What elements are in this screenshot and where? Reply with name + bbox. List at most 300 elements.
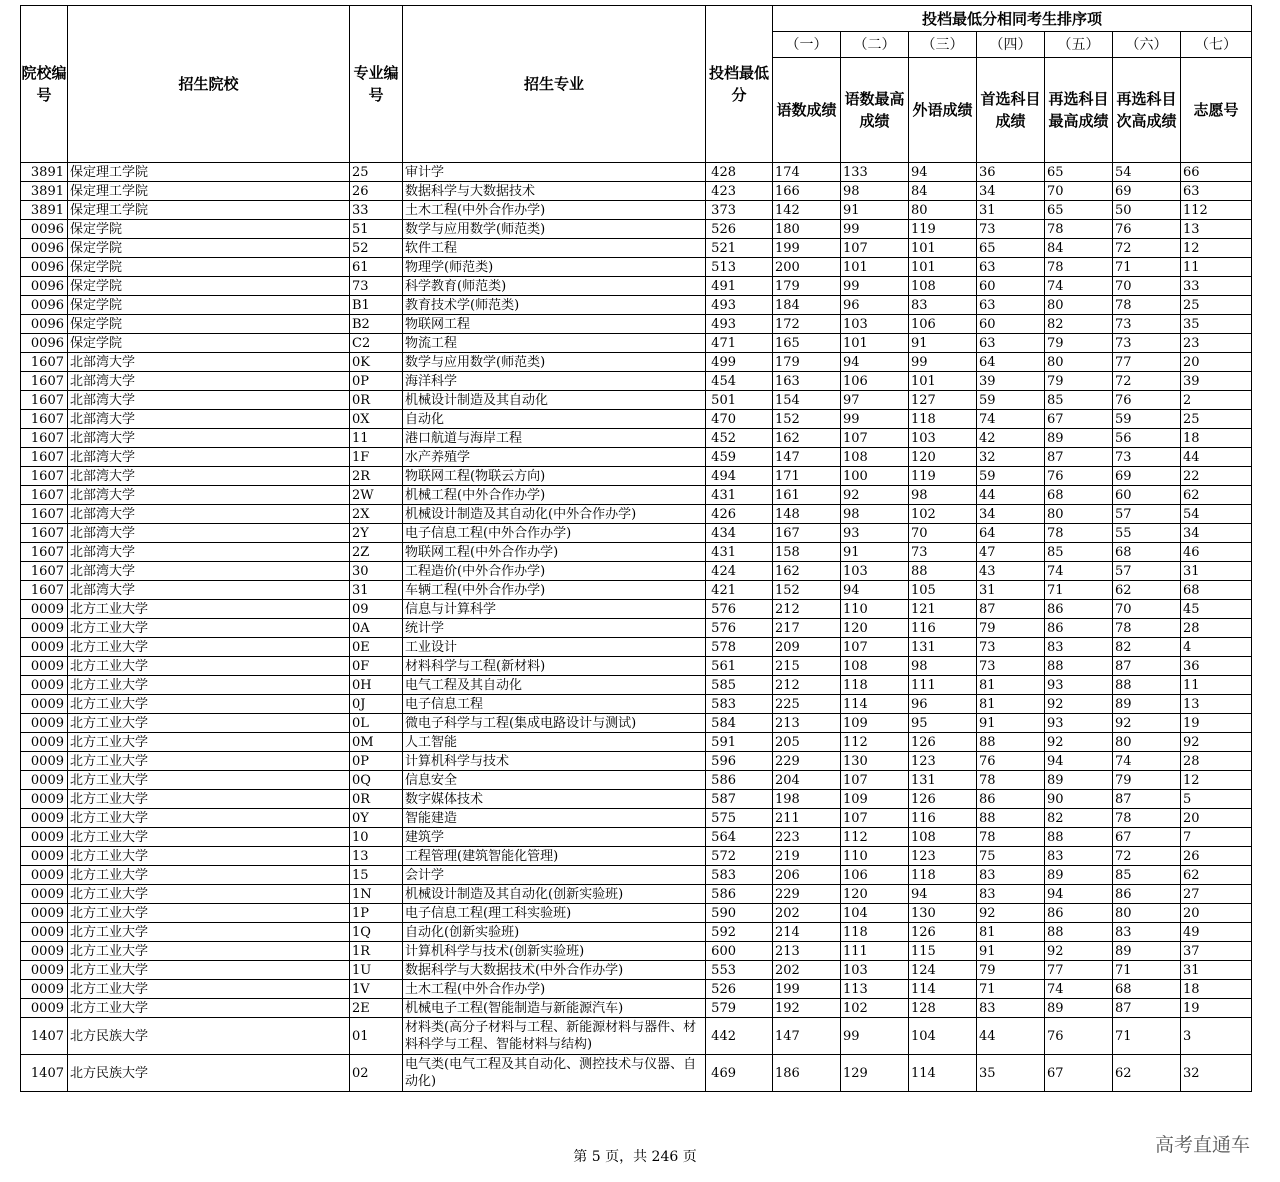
cell-elective-second: 71	[1113, 1018, 1181, 1055]
cell-school-code: 0009	[21, 885, 68, 904]
cell-school-code: 0009	[21, 657, 68, 676]
cell-elective-max: 84	[1045, 239, 1113, 258]
cell-elective-max: 71	[1045, 581, 1113, 600]
cell-preference-no: 20	[1181, 904, 1252, 923]
cell-preference-no: 20	[1181, 809, 1252, 828]
cell-major-name: 车辆工程(中外合作办学)	[403, 581, 706, 600]
cell-major-code: 1P	[350, 904, 403, 923]
cell-foreign-language: 98	[909, 486, 977, 505]
cell-major-code: B2	[350, 315, 403, 334]
cell-chinese-math-max: 101	[841, 334, 909, 353]
cell-preference-no: 12	[1181, 239, 1252, 258]
cell-foreign-language: 118	[909, 866, 977, 885]
table-row	[21, 505, 1252, 524]
cell-school-code: 0009	[21, 923, 68, 942]
cell-school-name: 北方工业大学	[68, 904, 350, 923]
cell-elective-max: 78	[1045, 220, 1113, 239]
cell-foreign-language: 131	[909, 638, 977, 657]
header-order-1: （一）	[773, 32, 841, 58]
cell-first-subject: 34	[977, 505, 1045, 524]
cell-chinese-math: 179	[773, 353, 841, 372]
header-sub-foreign-language: 外语成绩	[909, 58, 977, 163]
cell-elective-second: 70	[1113, 277, 1181, 296]
cell-min-score: 586	[706, 771, 773, 790]
cell-school-name: 保定学院	[68, 258, 350, 277]
cell-foreign-language: 118	[909, 410, 977, 429]
cell-school-code: 0009	[21, 752, 68, 771]
cell-school-code: 0009	[21, 809, 68, 828]
cell-foreign-language: 106	[909, 315, 977, 334]
cell-major-name: 审计学	[403, 163, 706, 182]
cell-major-name: 会计学	[403, 866, 706, 885]
cell-min-score: 584	[706, 714, 773, 733]
table-row	[21, 315, 1252, 334]
cell-major-name: 电气工程及其自动化	[403, 676, 706, 695]
cell-elective-max: 67	[1045, 410, 1113, 429]
cell-school-name: 保定学院	[68, 334, 350, 353]
cell-school-code: 0096	[21, 220, 68, 239]
cell-elective-second: 60	[1113, 486, 1181, 505]
cell-major-name: 材料科学与工程(新材料)	[403, 657, 706, 676]
cell-chinese-math: 217	[773, 619, 841, 638]
cell-elective-second: 68	[1113, 980, 1181, 999]
cell-foreign-language: 127	[909, 391, 977, 410]
cell-chinese-math: 167	[773, 524, 841, 543]
cell-foreign-language: 88	[909, 562, 977, 581]
cell-foreign-language: 114	[909, 980, 977, 999]
cell-foreign-language: 94	[909, 885, 977, 904]
table-body	[21, 163, 1252, 1092]
cell-major-name: 电子信息工程(中外合作办学)	[403, 524, 706, 543]
cell-school-code: 0009	[21, 980, 68, 999]
cell-major-code: 13	[350, 847, 403, 866]
cell-chinese-math: 199	[773, 239, 841, 258]
cell-first-subject: 79	[977, 961, 1045, 980]
cell-school-name: 北方工业大学	[68, 771, 350, 790]
cell-major-code: 0E	[350, 638, 403, 657]
cell-min-score: 583	[706, 866, 773, 885]
cell-chinese-math-max: 91	[841, 543, 909, 562]
cell-major-code: 25	[350, 163, 403, 182]
cell-major-code: 1F	[350, 448, 403, 467]
cell-school-name: 北方工业大学	[68, 885, 350, 904]
cell-school-code: 1407	[21, 1018, 68, 1055]
cell-chinese-math-max: 94	[841, 353, 909, 372]
cell-major-name: 物理学(师范类)	[403, 258, 706, 277]
cell-chinese-math: 223	[773, 828, 841, 847]
cell-chinese-math-max: 103	[841, 315, 909, 334]
cell-min-score: 499	[706, 353, 773, 372]
cell-chinese-math-max: 113	[841, 980, 909, 999]
cell-school-name: 北部湾大学	[68, 353, 350, 372]
cell-major-code: B1	[350, 296, 403, 315]
cell-major-name: 数学与应用数学(师范类)	[403, 220, 706, 239]
cell-min-score: 526	[706, 980, 773, 999]
cell-elective-max: 86	[1045, 904, 1113, 923]
header-order-4: （四）	[977, 32, 1045, 58]
cell-school-name: 北部湾大学	[68, 429, 350, 448]
page-footer: 第 5 页，共 246 页	[573, 1149, 697, 1165]
cell-chinese-math-max: 93	[841, 524, 909, 543]
cell-chinese-math: 179	[773, 277, 841, 296]
cell-min-score: 431	[706, 486, 773, 505]
cell-school-code: 3891	[21, 163, 68, 182]
cell-school-name: 北方工业大学	[68, 980, 350, 999]
cell-preference-no: 112	[1181, 201, 1252, 220]
cell-min-score: 493	[706, 315, 773, 334]
cell-school-code: 0009	[21, 733, 68, 752]
cell-major-code: 0F	[350, 657, 403, 676]
cell-major-code: 2Y	[350, 524, 403, 543]
cell-major-name: 物联网工程(物联云方向)	[403, 467, 706, 486]
cell-school-code: 1407	[21, 1055, 68, 1092]
cell-major-code: 0R	[350, 391, 403, 410]
cell-major-name: 电子信息工程(理工科实验班)	[403, 904, 706, 923]
cell-elective-second: 78	[1113, 296, 1181, 315]
cell-school-code: 0096	[21, 334, 68, 353]
cell-chinese-math: 142	[773, 201, 841, 220]
cell-school-name: 北方工业大学	[68, 847, 350, 866]
cell-major-name: 信息安全	[403, 771, 706, 790]
cell-major-code: 09	[350, 600, 403, 619]
cell-preference-no: 12	[1181, 771, 1252, 790]
cell-min-score: 553	[706, 961, 773, 980]
table-row	[21, 714, 1252, 733]
cell-chinese-math-max: 100	[841, 467, 909, 486]
cell-chinese-math-max: 99	[841, 220, 909, 239]
header-sub-elective-second: 再选科目次高成绩	[1113, 58, 1181, 163]
cell-major-code: 0K	[350, 353, 403, 372]
cell-foreign-language: 103	[909, 429, 977, 448]
cell-major-name: 电子信息工程	[403, 695, 706, 714]
cell-first-subject: 78	[977, 771, 1045, 790]
cell-chinese-math-max: 130	[841, 752, 909, 771]
cell-foreign-language: 119	[909, 467, 977, 486]
cell-major-code: 0P	[350, 752, 403, 771]
cell-elective-second: 55	[1113, 524, 1181, 543]
cell-elective-second: 73	[1113, 448, 1181, 467]
cell-school-code: 1607	[21, 372, 68, 391]
cell-foreign-language: 101	[909, 258, 977, 277]
cell-elective-max: 88	[1045, 828, 1113, 847]
cell-foreign-language: 73	[909, 543, 977, 562]
cell-min-score: 426	[706, 505, 773, 524]
cell-elective-second: 67	[1113, 828, 1181, 847]
cell-first-subject: 91	[977, 942, 1045, 961]
cell-elective-second: 57	[1113, 505, 1181, 524]
cell-major-name: 数字媒体技术	[403, 790, 706, 809]
cell-preference-no: 49	[1181, 923, 1252, 942]
cell-chinese-math: 200	[773, 258, 841, 277]
cell-elective-second: 69	[1113, 182, 1181, 201]
cell-chinese-math-max: 96	[841, 296, 909, 315]
cell-school-name: 保定学院	[68, 315, 350, 334]
cell-chinese-math-max: 108	[841, 657, 909, 676]
cell-chinese-math-max: 102	[841, 999, 909, 1018]
cell-major-code: C2	[350, 334, 403, 353]
table-row	[21, 923, 1252, 942]
cell-first-subject: 73	[977, 220, 1045, 239]
cell-preference-no: 18	[1181, 429, 1252, 448]
cell-elective-max: 92	[1045, 695, 1113, 714]
cell-min-score: 424	[706, 562, 773, 581]
cell-preference-no: 19	[1181, 714, 1252, 733]
cell-school-code: 0009	[21, 904, 68, 923]
table-row	[21, 771, 1252, 790]
cell-chinese-math: 174	[773, 163, 841, 182]
cell-foreign-language: 114	[909, 1055, 977, 1092]
cell-chinese-math: 211	[773, 809, 841, 828]
cell-chinese-math-max: 98	[841, 182, 909, 201]
cell-major-name: 电气类(电气工程及其自动化、测控技术与仪器、自动化)	[403, 1055, 706, 1092]
table-row	[21, 486, 1252, 505]
table-row	[21, 904, 1252, 923]
cell-major-name: 数学与应用数学(师范类)	[403, 353, 706, 372]
cell-chinese-math: 192	[773, 999, 841, 1018]
header-school: 招生院校	[68, 6, 350, 163]
table-row	[21, 828, 1252, 847]
cell-school-name: 北方民族大学	[68, 1018, 350, 1055]
cell-major-code: 1R	[350, 942, 403, 961]
cell-foreign-language: 111	[909, 676, 977, 695]
cell-chinese-math-max: 120	[841, 885, 909, 904]
cell-major-name: 自动化	[403, 410, 706, 429]
cell-elective-max: 86	[1045, 600, 1113, 619]
cell-min-score: 501	[706, 391, 773, 410]
cell-major-name: 教育技术学(师范类)	[403, 296, 706, 315]
cell-chinese-math: 212	[773, 600, 841, 619]
cell-elective-second: 62	[1113, 1055, 1181, 1092]
cell-first-subject: 44	[977, 486, 1045, 505]
cell-elective-max: 93	[1045, 714, 1113, 733]
cell-chinese-math-max: 99	[841, 1018, 909, 1055]
cell-school-code: 3891	[21, 201, 68, 220]
table-row	[21, 334, 1252, 353]
cell-elective-max: 85	[1045, 543, 1113, 562]
cell-preference-no: 46	[1181, 543, 1252, 562]
cell-chinese-math: 202	[773, 904, 841, 923]
cell-chinese-math-max: 114	[841, 695, 909, 714]
cell-school-name: 北部湾大学	[68, 372, 350, 391]
cell-major-code: 1U	[350, 961, 403, 980]
cell-elective-max: 74	[1045, 562, 1113, 581]
cell-major-name: 信息与计算科学	[403, 600, 706, 619]
cell-first-subject: 83	[977, 999, 1045, 1018]
cell-chinese-math: 198	[773, 790, 841, 809]
cell-chinese-math-max: 99	[841, 410, 909, 429]
table-row	[21, 391, 1252, 410]
cell-first-subject: 60	[977, 277, 1045, 296]
cell-school-name: 保定学院	[68, 277, 350, 296]
cell-foreign-language: 98	[909, 657, 977, 676]
cell-major-name: 科学教育(师范类)	[403, 277, 706, 296]
cell-school-code: 0009	[21, 714, 68, 733]
cell-preference-no: 3	[1181, 1018, 1252, 1055]
cell-first-subject: 83	[977, 866, 1045, 885]
cell-min-score: 585	[706, 676, 773, 695]
cell-major-name: 物流工程	[403, 334, 706, 353]
cell-chinese-math-max: 118	[841, 676, 909, 695]
cell-preference-no: 28	[1181, 752, 1252, 771]
cell-elective-max: 85	[1045, 391, 1113, 410]
cell-foreign-language: 99	[909, 353, 977, 372]
cell-min-score: 454	[706, 372, 773, 391]
cell-elective-second: 89	[1113, 695, 1181, 714]
cell-chinese-math-max: 91	[841, 201, 909, 220]
cell-preference-no: 39	[1181, 372, 1252, 391]
cell-elective-max: 78	[1045, 524, 1113, 543]
table-row	[21, 220, 1252, 239]
table-row	[21, 182, 1252, 201]
cell-first-subject: 42	[977, 429, 1045, 448]
cell-preference-no: 13	[1181, 220, 1252, 239]
cell-school-code: 0009	[21, 600, 68, 619]
table-row	[21, 638, 1252, 657]
cell-preference-no: 36	[1181, 657, 1252, 676]
cell-elective-second: 72	[1113, 239, 1181, 258]
cell-foreign-language: 108	[909, 277, 977, 296]
cell-first-subject: 75	[977, 847, 1045, 866]
cell-chinese-math: 212	[773, 676, 841, 695]
cell-foreign-language: 104	[909, 1018, 977, 1055]
admission-table	[20, 5, 1252, 1092]
cell-preference-no: 27	[1181, 885, 1252, 904]
cell-school-code: 0009	[21, 790, 68, 809]
cell-chinese-math: 184	[773, 296, 841, 315]
table-row	[21, 619, 1252, 638]
header-sub-first-subject: 首选科目成绩	[977, 58, 1045, 163]
cell-preference-no: 11	[1181, 258, 1252, 277]
cell-first-subject: 81	[977, 923, 1045, 942]
cell-preference-no: 19	[1181, 999, 1252, 1018]
cell-school-code: 3891	[21, 182, 68, 201]
cell-school-name: 北方工业大学	[68, 676, 350, 695]
cell-min-score: 600	[706, 942, 773, 961]
cell-foreign-language: 119	[909, 220, 977, 239]
header-tiebreak-title: 投档最低分相同考生排序项	[773, 6, 1252, 32]
cell-elective-second: 73	[1113, 315, 1181, 334]
cell-preference-no: 4	[1181, 638, 1252, 657]
cell-school-name: 北方工业大学	[68, 752, 350, 771]
cell-elective-second: 80	[1113, 733, 1181, 752]
cell-first-subject: 86	[977, 790, 1045, 809]
cell-preference-no: 28	[1181, 619, 1252, 638]
cell-preference-no: 22	[1181, 467, 1252, 486]
cell-foreign-language: 123	[909, 847, 977, 866]
cell-min-score: 578	[706, 638, 773, 657]
cell-min-score: 373	[706, 201, 773, 220]
cell-major-code: 0P	[350, 372, 403, 391]
cell-school-name: 北方工业大学	[68, 600, 350, 619]
cell-chinese-math-max: 109	[841, 714, 909, 733]
cell-school-name: 北部湾大学	[68, 391, 350, 410]
cell-preference-no: 45	[1181, 600, 1252, 619]
cell-major-name: 工程管理(建筑智能化管理)	[403, 847, 706, 866]
cell-chinese-math: 186	[773, 1055, 841, 1092]
cell-first-subject: 35	[977, 1055, 1045, 1092]
cell-preference-no: 2	[1181, 391, 1252, 410]
cell-chinese-math-max: 106	[841, 866, 909, 885]
cell-school-name: 北方工业大学	[68, 695, 350, 714]
cell-chinese-math: 165	[773, 334, 841, 353]
cell-major-name: 微电子科学与工程(集成电路设计与测试)	[403, 714, 706, 733]
cell-elective-second: 83	[1113, 923, 1181, 942]
cell-min-score: 421	[706, 581, 773, 600]
cell-min-score: 459	[706, 448, 773, 467]
cell-major-code: 33	[350, 201, 403, 220]
cell-first-subject: 36	[977, 163, 1045, 182]
cell-school-code: 0096	[21, 258, 68, 277]
cell-min-score: 591	[706, 733, 773, 752]
cell-preference-no: 18	[1181, 980, 1252, 999]
cell-chinese-math-max: 103	[841, 562, 909, 581]
cell-foreign-language: 101	[909, 372, 977, 391]
cell-school-code: 0096	[21, 239, 68, 258]
cell-major-name: 软件工程	[403, 239, 706, 258]
cell-major-name: 计算机科学与技术	[403, 752, 706, 771]
cell-preference-no: 11	[1181, 676, 1252, 695]
cell-elective-second: 86	[1113, 885, 1181, 904]
table-row	[21, 733, 1252, 752]
cell-chinese-math-max: 106	[841, 372, 909, 391]
cell-major-name: 数据科学与大数据技术(中外合作办学)	[403, 961, 706, 980]
cell-foreign-language: 102	[909, 505, 977, 524]
cell-school-name: 保定理工学院	[68, 182, 350, 201]
cell-chinese-math-max: 108	[841, 448, 909, 467]
cell-foreign-language: 120	[909, 448, 977, 467]
cell-elective-max: 67	[1045, 1055, 1113, 1092]
cell-major-code: 0X	[350, 410, 403, 429]
cell-chinese-math-max: 109	[841, 790, 909, 809]
cell-elective-max: 79	[1045, 334, 1113, 353]
cell-elective-second: 74	[1113, 752, 1181, 771]
cell-major-code: 26	[350, 182, 403, 201]
cell-first-subject: 87	[977, 600, 1045, 619]
cell-school-name: 保定学院	[68, 239, 350, 258]
cell-major-name: 物联网工程	[403, 315, 706, 334]
cell-min-score: 596	[706, 752, 773, 771]
cell-school-name: 北部湾大学	[68, 543, 350, 562]
header-order-7: （七）	[1181, 32, 1252, 58]
cell-min-score: 592	[706, 923, 773, 942]
cell-major-name: 海洋科学	[403, 372, 706, 391]
cell-elective-second: 92	[1113, 714, 1181, 733]
table-row	[21, 1055, 1252, 1092]
table-row	[21, 239, 1252, 258]
cell-school-code: 0009	[21, 695, 68, 714]
cell-elective-second: 56	[1113, 429, 1181, 448]
cell-elective-max: 89	[1045, 771, 1113, 790]
cell-min-score: 470	[706, 410, 773, 429]
cell-first-subject: 59	[977, 467, 1045, 486]
cell-chinese-math: 172	[773, 315, 841, 334]
cell-major-name: 建筑学	[403, 828, 706, 847]
cell-elective-max: 82	[1045, 315, 1113, 334]
cell-elective-second: 88	[1113, 676, 1181, 695]
cell-chinese-math: 158	[773, 543, 841, 562]
cell-chinese-math: 162	[773, 429, 841, 448]
cell-first-subject: 65	[977, 239, 1045, 258]
cell-major-code: 73	[350, 277, 403, 296]
cell-foreign-language: 128	[909, 999, 977, 1018]
cell-elective-max: 77	[1045, 961, 1113, 980]
cell-school-name: 北部湾大学	[68, 524, 350, 543]
cell-elective-max: 88	[1045, 923, 1113, 942]
cell-elective-max: 65	[1045, 163, 1113, 182]
cell-elective-max: 78	[1045, 258, 1113, 277]
cell-elective-second: 70	[1113, 600, 1181, 619]
cell-school-code: 0009	[21, 866, 68, 885]
